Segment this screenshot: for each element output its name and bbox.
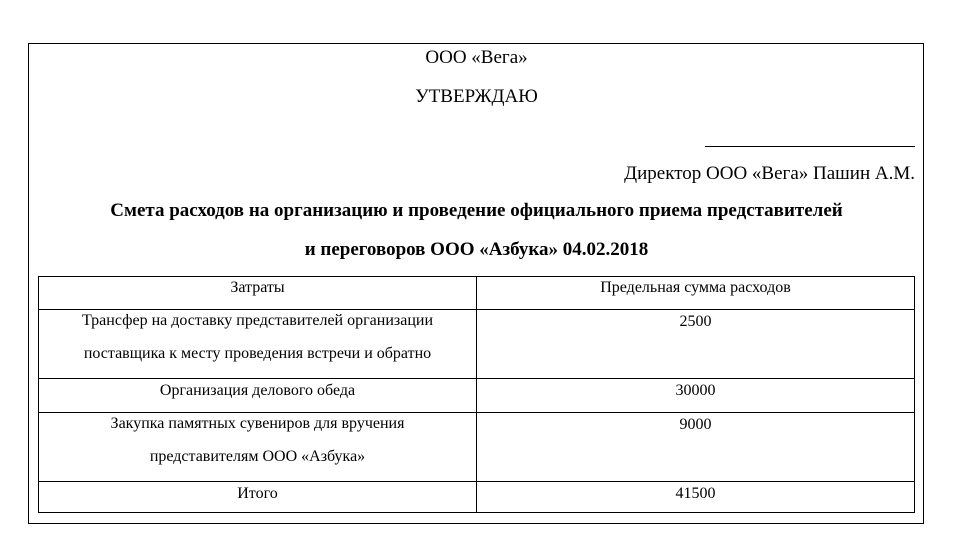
cost-line: представителям ООО «Азбука» [149,448,366,465]
document-title-line-2: и переговоров ООО «Азбука» 04.02.2018 [304,239,649,260]
table-total-row [39,482,915,513]
column-header-limit: Предельная сумма расходов [477,277,915,310]
cost-cell: Организация делового обеда [39,379,477,413]
cost-cell [39,413,477,482]
table-row [39,310,915,379]
amount-cell: 30000 [477,379,915,413]
amount-cell: 2500 [477,310,915,379]
table-row [39,413,915,482]
cost-line: поставщика к месту проведения встречи и обратно [83,345,432,362]
document-title-line-1: Смета расходов на организацию и проведение официального приема представителей [110,200,843,221]
total-amount-cell: 41500 [477,482,915,513]
approve-heading: УТВЕРЖДАЮ [415,86,538,107]
signature-line [705,146,915,147]
cost-cell [39,310,477,379]
total-label-cell: Итого [39,482,477,513]
column-header-costs: Затраты [39,277,477,310]
cost-line: Закупка памятных сувениров для вручения [110,415,405,432]
cost-text [43,304,472,370]
company-name: ООО «Вега» [425,47,528,68]
director-signature: Директор ООО «Вега» Пашин А.М. [624,163,915,184]
cost-line: Трансфер на доставку представителей организации [81,312,434,329]
budget-table [38,276,915,513]
amount-cell: 9000 [477,413,915,482]
cost-text [43,407,472,473]
